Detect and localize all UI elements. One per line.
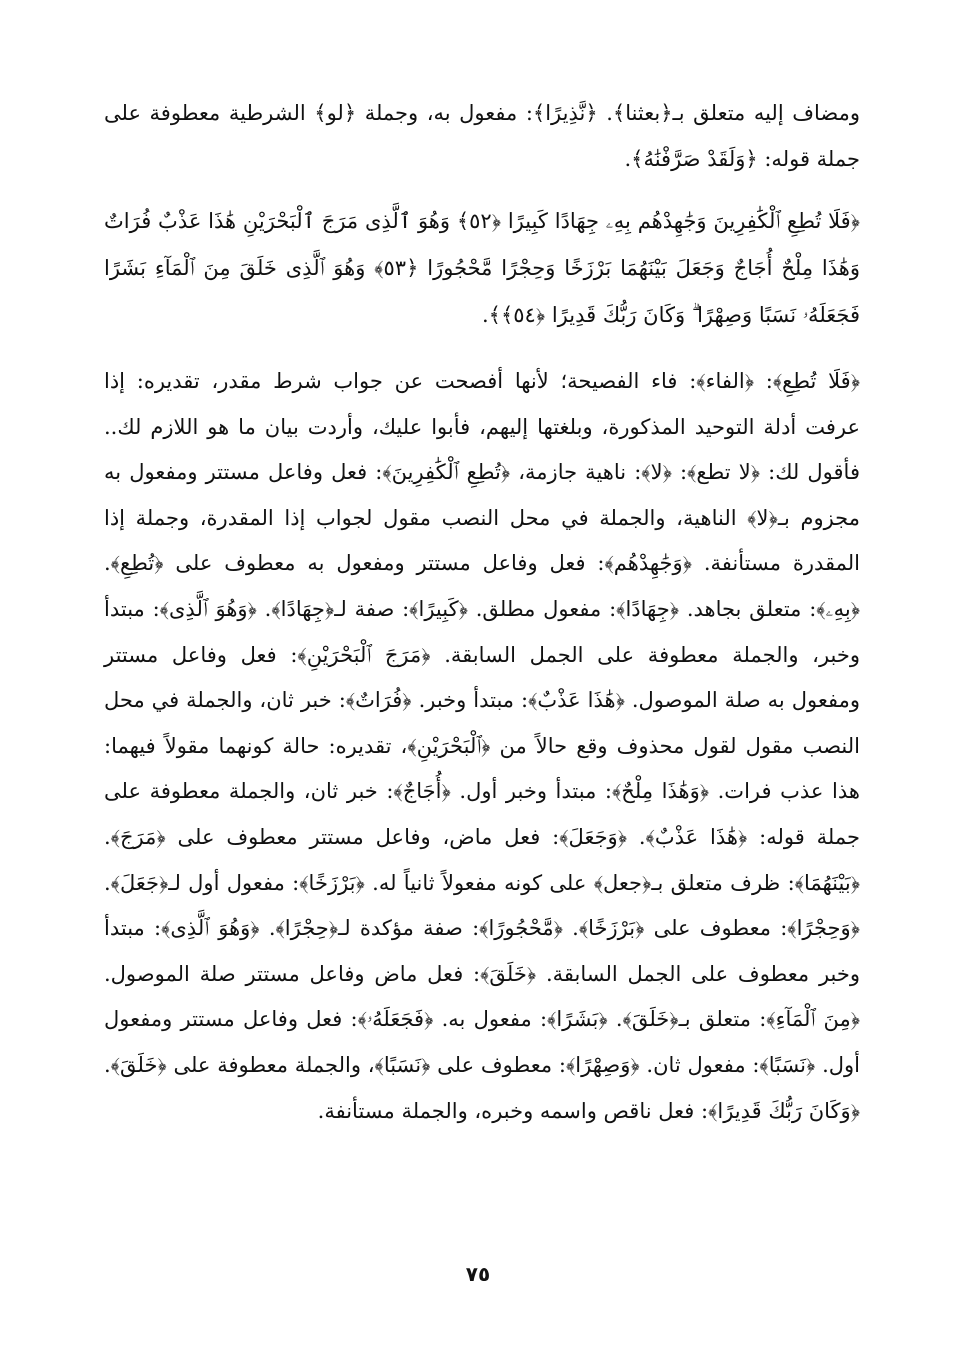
page-number: ٧٥	[465, 1262, 491, 1286]
paragraph-intro: ومضاف إليه متعلق بـ﴿بعثنا﴾. ﴿نَّذِيرًا﴾: مفعول به، وجملة ﴿لو﴾ الشرطية معطوفة على جملة قوله: ﴿وَلَقَدْ صَرَّفْنَٰهُ﴾.	[104, 101, 860, 171]
page-content	[104, 90, 860, 1325]
quran-verse-block: ﴿فَلَا تُطِعِ ٱلْكَٰفِرِينَ وَجَٰهِدْهُم بِهِۦ جِهَادًا كَبِيرًا ﴿٥٢﴾ وَهُوَ ٱلَّذِى مَرَجَ ٱلْبَحْرَيْنِ هَٰذَا عَذْبٌ فُرَاتٌ وَهَٰذَا مِلْحٌ أُجَاجٌ وَجَعَلَ بَيْنَهُمَا بَرْزَخًا وَحِجْرًا مَّحْجُورًا ﴿٥٣﴾ وَهُوَ ٱلَّذِى خَلَقَ مِنَ ٱلْمَآءِ بَشَرًا فَجَعَلَهُۥ نَسَبًا وَصِهْرًا ۗ وَكَانَ رَبُّكَ قَدِيرًا ﴿٥٤﴾﴾.	[104, 209, 861, 327]
paragraph-grammar-analysis: ﴿فَلَا تُطِعِ﴾: ﴿الفاء﴾: فاء الفصيحة؛ لأنها أفصحت عن جواب شرط مقدر، تقديره: إذا عرفت أدلة التوحيد المذكورة، وبلغتها إليهم، فأبوا عليك، وأردت بيان ما هو اللازم لك.. فأقول لك: ﴿لا تطع﴾: ﴿لا﴾: ناهية جازمة، ﴿تُطِعِ ٱلْكَٰفِرِينَ﴾: فعل وفاعل مستتر ومفعول به مجزوم بـ﴿لا﴾ الناهية، والجملة في محل النصب مقول لجواب إذا المقدرة، وجملة إذا المقدرة مستأنفة. ﴿وَجَٰهِدْهُم﴾: فعل وفاعل مستتر ومفعول به معطوف على ﴿تُطِعِ﴾. ﴿بِهِۦ﴾: متعلق بجاهد. ﴿جِهَادًا﴾: مفعول مطلق. ﴿كَبِيرًا﴾: صفة لـ﴿جِهَادًا﴾. ﴿وَهُوَ ٱلَّذِى﴾: مبتدأ وخبر، والجملة معطوفة على الجمل السابقة. ﴿مَرَجَ ٱلْبَحْرَيْنِ﴾: فعل وفاعل مستتر ومفعول به صلة الموصول. ﴿هَٰذَا عَذْبٌ﴾: مبتدأ وخبر. ﴿فُرَاتٌ﴾: خبر ثان، والجملة في محل النصب مقول لقول محذوف وقع حالاً من ﴿ٱلْبَحْرَيْنِ﴾، تقديره: حالة كونهما مقولاً فيهما: هذا عذب فرات. ﴿وَهَٰذَا مِلْحٌ﴾: مبتدأ وخبر أول. ﴿أُجَاجٌ﴾: خبر ثان، والجملة معطوفة على جملة قوله: ﴿هَٰذَا عَذْبٌ﴾. ﴿وَجَعَلَ﴾: فعل ماض، وفاعل مستتر معطوف على ﴿مَرَجَ﴾. ﴿بَيْنَهُمَا﴾: ظرف متعلق بـ﴿جعل﴾ على كونه مفعولاً ثانياً له. ﴿بَرْزَخًا﴾: مفعول أول لـ﴿جَعَلَ﴾. ﴿وَحِجْرًا﴾: معطوف على ﴿بَرْزَخًا﴾. ﴿مَّحْجُورًا﴾: صفة مؤكدة لـ﴿حِجْرًا﴾. ﴿وَهُوَ ٱلَّذِى﴾: مبتدأ وخبر معطوف على الجمل السابقة. ﴿خَلَقَ﴾: فعل ماض وفاعل مستتر صلة الموصول. ﴿مِنَ ٱلْمَآءِ﴾: متعلق بـ﴿خَلَقَ﴾. ﴿بَشَرًا﴾: مفعول به. ﴿فَجَعَلَهُۥ﴾: فعل وفاعل مستتر ومفعول أول. ﴿نَسَبًا﴾: مفعول ثان. ﴿وَصِهْرًا﴾: معطوف على ﴿نَسَبًا﴾، والجملة معطوفة على ﴿خَلَقَ﴾. ﴿وَكَانَ رَبُّكَ قَدِيرًا﴾: فعل ناقص واسمه وخبره، والجملة مستأنفة.	[104, 369, 860, 1123]
